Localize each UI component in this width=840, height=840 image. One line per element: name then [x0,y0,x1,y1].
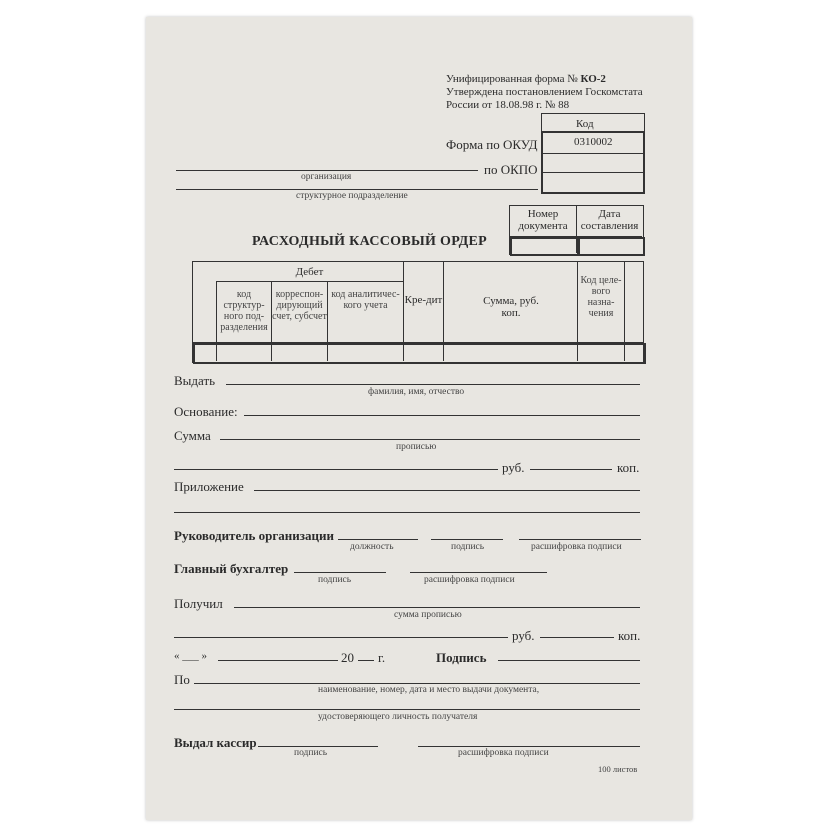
id-caption: удостоверяющего личность получателя [318,712,478,722]
prilozhenie-label: Приложение [174,479,244,494]
form-header-line3: России от 18.08.98 г. № 88 [446,99,570,111]
cashier-signature-line[interactable] [258,746,378,747]
signature-caption: подпись [451,542,485,552]
col-corr-header: корреспон-дирующий счет, субсчет [272,289,327,322]
director-signature-line[interactable] [431,539,503,540]
date-month-line[interactable] [218,660,338,661]
okud-value: 0310002 [574,136,613,148]
podpis-label: Подпись [436,650,487,665]
form-header-prefix: Унифицированная форма № [446,73,578,85]
rub-label-2: руб. [512,628,535,643]
fio-caption: фамилия, имя, отчество [368,387,465,397]
recipient-signature-line[interactable] [498,660,640,661]
kop-value-line-2[interactable] [540,637,614,638]
propisyu-caption: прописью [396,442,437,452]
amount-words-caption: сумма прописью [394,610,462,620]
kop-value-line[interactable] [530,469,612,470]
purpose-code-header: Код целе-вого назна-чения [580,275,622,319]
codes-row-divider-2 [541,172,643,173]
kredit-header: Кре-дит [404,294,443,306]
glavbuh-label: Главный бухгалтер [174,561,289,576]
po-label: По [174,672,190,687]
director-position-line[interactable] [338,539,418,540]
document-title: РАСХОДНЫЙ КАССОВЫЙ ОРДЕР [252,234,487,249]
received-amount-line[interactable] [234,607,640,608]
vydat-label: Выдать [174,373,216,388]
accountant-signature-caption: подпись [318,575,352,585]
kop-label: коп. [617,460,640,475]
expense-cash-order-form [146,17,692,820]
okpo-label: по ОКПО [484,162,538,177]
date-day-label: « ___ » [174,650,207,662]
form-code: КО-2 [580,73,606,85]
osnovanie-label: Основание: [174,404,238,419]
cashier-decoding-caption: расшифровка подписи [458,748,549,758]
summa-header: Сумма, руб. коп. [483,295,539,319]
year-label: 20 [341,650,354,665]
form-header-line1 [446,74,606,85]
department-line[interactable] [176,189,538,190]
poluchil-label: Получил [174,596,223,611]
amount-line-2[interactable] [174,469,498,470]
id-document-line-2[interactable] [174,709,640,710]
year-suffix: г. [378,650,386,665]
attachment-line-2[interactable] [174,512,640,513]
accountant-signature-line[interactable] [294,572,386,573]
cashier-name-line[interactable] [418,746,640,747]
accountant-decoding-caption: расшифровка подписи [424,575,515,585]
basis-line[interactable] [244,415,640,416]
department-caption: структурное подразделение [296,191,408,201]
id-document-line[interactable] [194,683,640,684]
year-value-line[interactable] [358,660,374,661]
debet-header: Дебет [295,266,324,278]
organization-line[interactable] [176,170,478,171]
accountant-name-line[interactable] [410,572,547,573]
doc-date-header: Дата составления [580,208,639,232]
organization-caption: организация [301,172,352,182]
doc-number-header: Номер документа [518,208,568,232]
col-struct-header: код структур-ного под-разделения [220,289,268,333]
table-entry-row[interactable] [193,343,646,364]
code-header: Код [576,118,594,130]
rukovoditel-label: Руководитель организации [174,528,334,543]
kassir-label: Выдал кассир [174,735,257,750]
doc-date-cell[interactable] [577,237,645,256]
rub-label: руб. [502,460,525,475]
sheet-count: 100 листов [598,764,638,774]
amount-words-line[interactable] [220,439,640,440]
position-caption: должность [350,542,394,552]
summa-label: Сумма [174,428,211,443]
cashier-signature-caption: подпись [294,748,328,758]
col-analyt-header: код аналитичес-кого учета [331,289,400,311]
codes-row-divider-1 [541,153,643,154]
doc-number-cell[interactable] [510,237,580,256]
okud-label: Форма по ОКУД [446,137,538,152]
decoding-caption: расшифровка подписи [531,542,622,552]
kop-label-2: коп. [618,628,641,643]
debet-divider [216,281,403,282]
attachment-line[interactable] [254,490,640,491]
id-document-caption: наименование, номер, дата и место выдачи документа, [318,685,540,695]
received-amount-line-2[interactable] [174,637,508,638]
director-name-line[interactable] [519,539,641,540]
recipient-line[interactable] [226,384,640,385]
form-header-line2: Утверждена постановлением Госкомстата [446,86,643,98]
